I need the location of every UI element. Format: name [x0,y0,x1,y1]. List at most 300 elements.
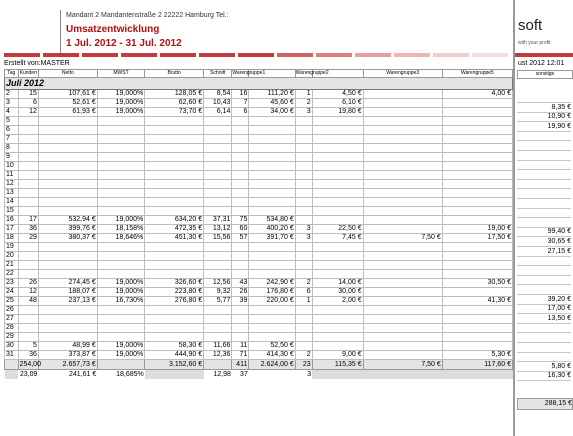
sonstige-cell: 16,30 € [517,371,571,381]
table-cell [295,171,312,180]
table-cell [97,324,145,333]
table-cell: 75 [232,216,249,225]
table-cell [442,333,512,342]
table-cell [18,153,38,162]
table-cell: 36 [18,351,38,360]
table-cell: 451,30 € [145,234,204,243]
table-cell [312,315,363,324]
table-cell [249,261,295,270]
table-row [5,180,513,189]
table-cell: 4,50 € [312,90,363,99]
table-cell: 4 [5,108,19,117]
table-cell [295,261,312,270]
table-row [5,108,513,117]
sonstige-cell [517,352,571,362]
table-cell [295,135,312,144]
table-cell [312,270,363,279]
table-cell [38,144,97,153]
table-cell: 11,66 [204,342,232,351]
table-row [5,135,513,144]
table-cell: 188,07 € [38,288,97,297]
table-cell: 8,54 [204,90,232,99]
table-cell [363,144,442,153]
table-cell [97,261,145,270]
table-cell [363,333,442,342]
table-row [5,324,513,333]
table-cell [18,135,38,144]
table-cell: 13 [5,189,19,198]
table-cell [249,117,295,126]
table-cell: 15,56 [204,234,232,243]
table-cell: 12,98 [213,370,231,378]
table-cell [363,252,442,261]
table-cell: 26 [5,306,19,315]
table-cell [295,198,312,207]
table-cell: 18,158% [97,225,145,234]
accent-bar-segment [82,53,118,57]
sonstige-cell [517,141,571,151]
sonstige-cell: 17,00 € [517,304,571,314]
table-cell: 22,50 € [312,225,363,234]
table-cell: 2 [295,351,312,360]
table-cell: 17 [18,216,38,225]
table-cell [312,189,363,198]
table-cell: 472,35 € [145,225,204,234]
table-cell: 5,77 [204,297,232,306]
table-cell [204,270,232,279]
table-cell: 17,50 € [442,234,512,243]
table-cell [442,153,512,162]
table-cell: 3 [295,225,312,234]
table-cell: 21 [5,261,19,270]
table-cell: 29 [18,234,38,243]
table-cell: 39 [232,297,249,306]
side-accent-bar [515,53,573,57]
table-cell [295,252,312,261]
table-cell [38,189,97,198]
column-header: Warengruppe5 [442,70,512,78]
table-cell: 14,00 € [312,279,363,288]
table-cell: 11 [5,171,19,180]
table-cell: 14 [5,198,19,207]
table-cell [363,324,442,333]
table-cell: 24 [5,288,19,297]
table-cell: 19 [5,243,19,252]
sonstige-cell [517,323,571,333]
table-cell [295,270,312,279]
table-cell: 400,20 € [249,225,295,234]
column-header: Brutto [145,70,204,78]
table-cell [249,243,295,252]
table-cell [295,126,312,135]
table-cell [442,207,512,216]
table-cell: 4,00 € [442,90,512,99]
table-cell [249,171,295,180]
table-cell: 242,90 € [249,279,295,288]
table-cell [295,189,312,198]
table-cell [38,198,97,207]
table-cell [232,126,249,135]
table-cell [363,126,442,135]
table-cell [97,189,145,198]
sonstige-cell: 99,40 € [517,227,571,237]
table-row [5,315,513,324]
table-cell [232,153,249,162]
sonstige-header: sonstige [517,70,573,79]
created-by: Erstellt von:MASTER [4,60,70,67]
table-cell: 11 [232,342,249,351]
average-row [5,370,513,380]
table-cell [442,324,512,333]
sonstige-cell [517,266,571,276]
table-cell [204,189,232,198]
table-cell [97,315,145,324]
table-cell [18,252,38,261]
sonstige-cell [517,179,571,189]
table-row [5,216,513,225]
table-cell [145,117,204,126]
table-cell [442,126,512,135]
table-cell [204,126,232,135]
table-cell: 6 [295,288,312,297]
sales-table [4,69,513,379]
table-cell [312,171,363,180]
report-title: Umsatzentwicklung [66,24,160,35]
table-cell [249,370,295,380]
accent-bar-segment [316,53,352,57]
table-cell: 6 [5,126,19,135]
table-cell: 399,76 € [38,225,97,234]
sonstige-cell [517,189,571,199]
table-cell [249,315,295,324]
table-cell [442,171,512,180]
table-cell: 241,61 € [69,370,97,378]
table-cell [145,315,204,324]
table-cell [249,306,295,315]
table-cell: 34,00 € [249,108,295,117]
accent-bar-segment [277,53,313,57]
sonstige-cell [517,343,571,353]
table-row [5,351,513,360]
table-cell: 117,60 € [442,360,512,370]
table-cell [232,198,249,207]
table-cell [295,144,312,153]
table-cell [18,315,38,324]
table-cell: 19,00 € [442,225,512,234]
table-cell: 115,35 € [312,360,363,370]
table-row [5,198,513,207]
table-cell [312,162,363,171]
table-row [5,171,513,180]
table-cell: 380,37 € [38,234,97,243]
table-cell: 411 [232,360,249,370]
table-cell [204,180,232,189]
table-cell: 111,20 € [249,90,295,99]
table-cell [312,153,363,162]
table-cell: 23,09 [19,370,38,378]
column-header: MWST [97,70,145,78]
table-cell [295,153,312,162]
table-cell: 3 [307,370,312,378]
accent-bar-segment [199,53,235,57]
table-cell [97,333,145,342]
table-cell [232,162,249,171]
table-cell [249,189,295,198]
table-row [5,117,513,126]
table-cell [18,126,38,135]
table-cell: 9,00 € [312,351,363,360]
table-row [5,279,513,288]
table-cell [312,207,363,216]
sonstige-cell [517,218,571,228]
column-header: Warengruppe2 [295,70,329,76]
table-cell [363,279,442,288]
table-cell: 7,45 € [312,234,363,243]
table-cell: 52,61 € [38,99,97,108]
table-cell: 373,87 € [38,351,97,360]
table-cell [38,270,97,279]
table-cell [204,324,232,333]
table-cell [442,144,512,153]
table-cell [145,333,204,342]
table-cell [442,243,512,252]
table-cell: 2.657,73 € [38,360,97,370]
table-cell [363,162,442,171]
table-cell [18,333,38,342]
table-cell [204,261,232,270]
table-cell [145,144,204,153]
table-cell: 220,00 € [249,297,295,306]
table-cell [312,333,363,342]
table-cell [363,207,442,216]
table-cell [363,306,442,315]
table-cell: 7 [5,135,19,144]
table-cell: 13,12 [204,225,232,234]
table-cell [442,108,512,117]
table-cell [442,261,512,270]
sonstige-cell: 5,80 € [517,362,571,372]
table-cell: 12 [18,108,38,117]
table-row [5,243,513,252]
table-cell [442,198,512,207]
table-cell: 71 [232,351,249,360]
table-cell: 29 [5,333,19,342]
sum-row [5,360,513,370]
table-cell [249,144,295,153]
table-cell [312,117,363,126]
table-cell: 57 [232,234,249,243]
table-cell: 30,50 € [442,279,512,288]
table-cell [442,252,512,261]
sonstige-cell [517,199,571,209]
month-label: Juli 2012 [5,78,513,90]
table-cell: 6,14 [204,108,232,117]
table-cell [363,171,442,180]
table-cell: 6 [18,99,38,108]
table-row [5,261,513,270]
table-cell: 276,80 € [145,297,204,306]
table-cell [312,126,363,135]
table-cell [232,324,249,333]
table-cell [145,261,204,270]
table-cell: 19,000% [97,279,145,288]
table-cell [249,333,295,342]
table-cell: 7 [232,99,249,108]
table-cell [232,180,249,189]
table-cell: 31 [5,351,19,360]
table-cell [363,180,442,189]
table-row [5,153,513,162]
table-cell [204,153,232,162]
table-cell [18,171,38,180]
logo-text: soft [518,17,543,34]
table-cell [312,243,363,252]
table-cell [232,189,249,198]
table-cell: 6 [232,108,249,117]
table-cell [312,135,363,144]
table-cell [232,144,249,153]
table-cell [249,270,295,279]
table-cell [97,306,145,315]
table-row [5,306,513,315]
table-cell [363,90,442,99]
table-cell: 274,45 € [38,279,97,288]
table-cell: 18 [5,234,19,243]
table-cell: 58,30 € [145,342,204,351]
table-cell [312,261,363,270]
table-cell [363,342,442,351]
table-cell: 10 [5,162,19,171]
table-cell [145,243,204,252]
table-cell [38,135,97,144]
table-cell [295,306,312,315]
table-cell: 25 [5,297,19,306]
table-row [5,90,513,99]
sonstige-cell: 13,50 € [517,314,571,324]
table-cell [97,135,145,144]
table-cell [363,108,442,117]
table-cell: 15 [18,90,38,99]
table-cell: 414,30 € [249,351,295,360]
sonstige-cell [517,285,571,295]
table-cell: 20 [5,252,19,261]
table-cell: 634,20 € [145,216,204,225]
table-cell [295,333,312,342]
table-cell [442,315,512,324]
table-cell [232,252,249,261]
table-cell [204,198,232,207]
table-cell [363,135,442,144]
table-cell [363,270,442,279]
table-cell [442,270,512,279]
table-cell [204,135,232,144]
table-row [5,288,513,297]
table-cell [442,288,512,297]
table-cell [97,153,145,162]
table-cell [18,180,38,189]
table-cell [18,270,38,279]
table-cell: 41,30 € [442,297,512,306]
table-cell: 2 [5,90,19,99]
table-cell [204,171,232,180]
table-cell [363,189,442,198]
table-cell [295,243,312,252]
table-cell: 19,000% [97,351,145,360]
table-cell [363,288,442,297]
table-cell: 18,646% [97,234,145,243]
table-cell [5,360,19,370]
table-row [5,270,513,279]
table-cell [232,243,249,252]
accent-color-bar [4,53,511,57]
table-cell: 444,90 € [145,351,204,360]
table-cell: 8 [5,144,19,153]
table-cell: 12,56 [204,279,232,288]
table-cell [145,189,204,198]
table-cell [204,306,232,315]
table-cell [18,306,38,315]
table-cell: 391,70 € [249,234,295,243]
table-cell [232,117,249,126]
table-cell [232,207,249,216]
table-cell: 12 [18,288,38,297]
table-cell: 223,80 € [145,288,204,297]
table-cell: 28 [5,324,19,333]
table-cell [295,162,312,171]
table-cell [145,370,204,380]
table-cell [18,198,38,207]
table-cell [312,324,363,333]
table-cell [295,315,312,324]
table-cell: 3 [295,234,312,243]
column-header: Warengruppe3 [363,70,442,78]
table-cell: 19,000% [97,288,145,297]
table-cell: 62,60 € [145,99,204,108]
table-cell [312,370,363,380]
table-cell [38,180,97,189]
column-header: Warengruppe1 [232,70,266,76]
table-cell [38,153,97,162]
table-cell: 48,99 € [38,342,97,351]
table-cell: 254,00 [19,360,41,368]
table-cell [204,315,232,324]
table-cell [249,162,295,171]
table-cell: 2 [295,279,312,288]
accent-bar-segment [238,53,274,57]
table-cell [38,306,97,315]
table-cell: 22 [5,270,19,279]
table-cell [232,315,249,324]
table-cell [295,216,312,225]
table-cell [145,126,204,135]
table-cell [145,252,204,261]
accent-bar-segment [43,53,79,57]
accent-bar-segment [121,53,157,57]
table-cell: 17 [5,225,19,234]
accent-bar-segment [472,53,508,57]
table-cell [442,135,512,144]
table-cell: 12 [5,180,19,189]
report-period: 1 Jul. 2012 - 31 Jul. 2012 [66,38,182,49]
sonstige-cell [517,208,571,218]
table-cell [295,117,312,126]
table-cell [204,117,232,126]
table-cell [442,342,512,351]
table-cell [38,261,97,270]
table-cell [295,342,312,351]
table-cell [97,360,145,370]
table-cell [249,135,295,144]
